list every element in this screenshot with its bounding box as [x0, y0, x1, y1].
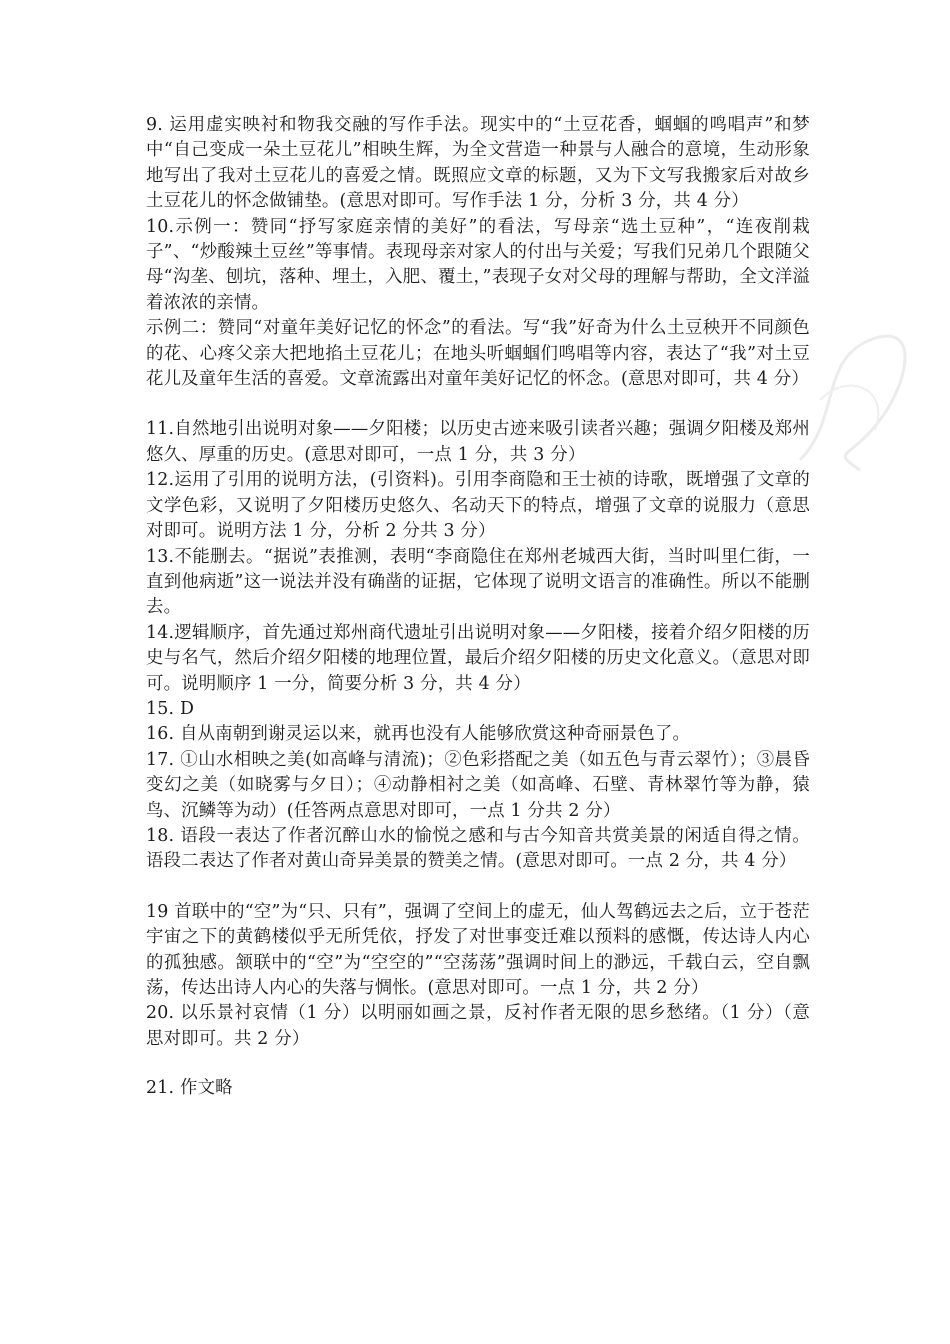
answer-12: 12.运用了引用的说明方法，(引资料)。引用李商隐和王士祯的诗歌，既增强了文章的文学色彩，又说明了夕阳楼历史悠久、名动天下的特点，增强了文章的说服力（意思对即可。说明方法 1 分，分析 2 分共 3 分）	[146, 470, 810, 542]
answer-10-example-2: 示例二：赞同“对童年美好记忆的怀念”的看法。写“我”好奇为什么土豆秧开不同颜色的花、心疼父亲大把地掐土豆花儿；在地头听蝈蝈们鸣唱等内容，表达了“我”对土豆花儿及童年生活的喜爱。文章流露出对童年美好记忆的怀念。(意思对即可，共 4 分）	[146, 318, 810, 390]
answer-15: 15. D	[146, 698, 195, 719]
paragraph-spacer	[146, 875, 810, 900]
answer-document	[146, 113, 810, 1102]
answer-20: 20. 以乐景衬哀情（1 分）以明丽如画之景，反衬作者无限的思乡愁绪。（1 分）（意思对即可。共 2 分）	[146, 1003, 810, 1049]
answer-21: 21. 作文略	[146, 1078, 233, 1099]
answer-19: 19 首联中的“空”为“只、只有”，强调了空间上的虚无，仙人驾鹤远去之后，立于苍茫宇宙之下的黄鹤楼似乎无所凭依，抒发了对世事变迁难以预料的感慨，传达诗人内心的孤独感。颔联中的“空”为“空空的”“空荡荡”强调时间上的渺远，千载白云，空自飘荡，传达出诗人内心的失落与惆怅。(意思对即可。一点 1 分，共 2 分）	[146, 901, 810, 998]
answer-18: 18. 语段一表达了作者沉醉山水的愉悦之感和与古今知音共赏美景的闲适自得之情。语段二表达了作者对黄山奇异美景的赞美之情。(意思对即可。一点 2 分，共 4 分）	[146, 825, 810, 872]
answer-16: 16. 自从南朝到谢灵运以来，就再也没有人能够欣赏这种奇丽景色了。	[146, 724, 691, 745]
paragraph-spacer	[146, 1052, 810, 1076]
answer-9: 9. 运用虚实映衬和物我交融的写作手法。现实中的“土豆花香，蝈蝈的鸣唱声”和梦中“自己变成一朵土豆花儿”相映生辉，为全文营造一种景与人融合的意境，生动形象地写出了我对土豆花儿的喜爱之情。既照应文章的标题，又为下文写我搬家后对故乡土豆花儿的怀念做铺垫。(意思对即可。写作手法 1 分，分析 3 分，共 4 分）	[146, 115, 810, 212]
answer-10-example-1: 10.示例一：赞同“抒写家庭亲情的美好”的看法，写母亲“选土豆种”，“连夜削栽子”、“炒酸辣土豆丝”等事情。表现母亲对家人的付出与关爱；写我们兄弟几个跟随父母“沟垄、刨坑，落种、埋土，入肥、覆土，”表现子女对父母的理解与帮助，全文洋溢着浓浓的亲情。	[146, 216, 810, 313]
answer-11: 11.自然地引出说明对象——夕阳楼；以历史古迹来吸引读者兴趣；强调夕阳楼及郑州悠久、厚重的历史。(意思对即可，一点 1 分，共 3 分）	[146, 419, 810, 465]
answer-17: 17. ①山水相映之美(如高峰与清流)；②色彩搭配之美（如五色与青云翠竹）；③晨昏变幻之美（如晓雾与夕日）；④动静相衬之美（如高峰、石壁、青林翠竹等为静，猿鸟、沉鳞等为动）(任答两点意思对即可，一点 1 分共 2 分）	[146, 749, 810, 821]
answer-14: 14.逻辑顺序，首先通过郑州商代遗址引出说明对象——夕阳楼，接着介绍夕阳楼的历史与名气，然后介绍夕阳楼的地理位置，最后介绍夕阳楼的历史文化意义。（意思对即可。说明顺序 1 一分，简要分析 3 分，共 4 分）	[146, 622, 810, 694]
paragraph-spacer	[146, 392, 810, 417]
answer-13: 13.不能删去。“据说”表推测，表明“李商隐住在郑州老城西大街，当时叫里仁街，一直到他病逝”这一说法并没有确凿的证据，它体现了说明文语言的准确性。所以不能删去。	[146, 546, 810, 618]
